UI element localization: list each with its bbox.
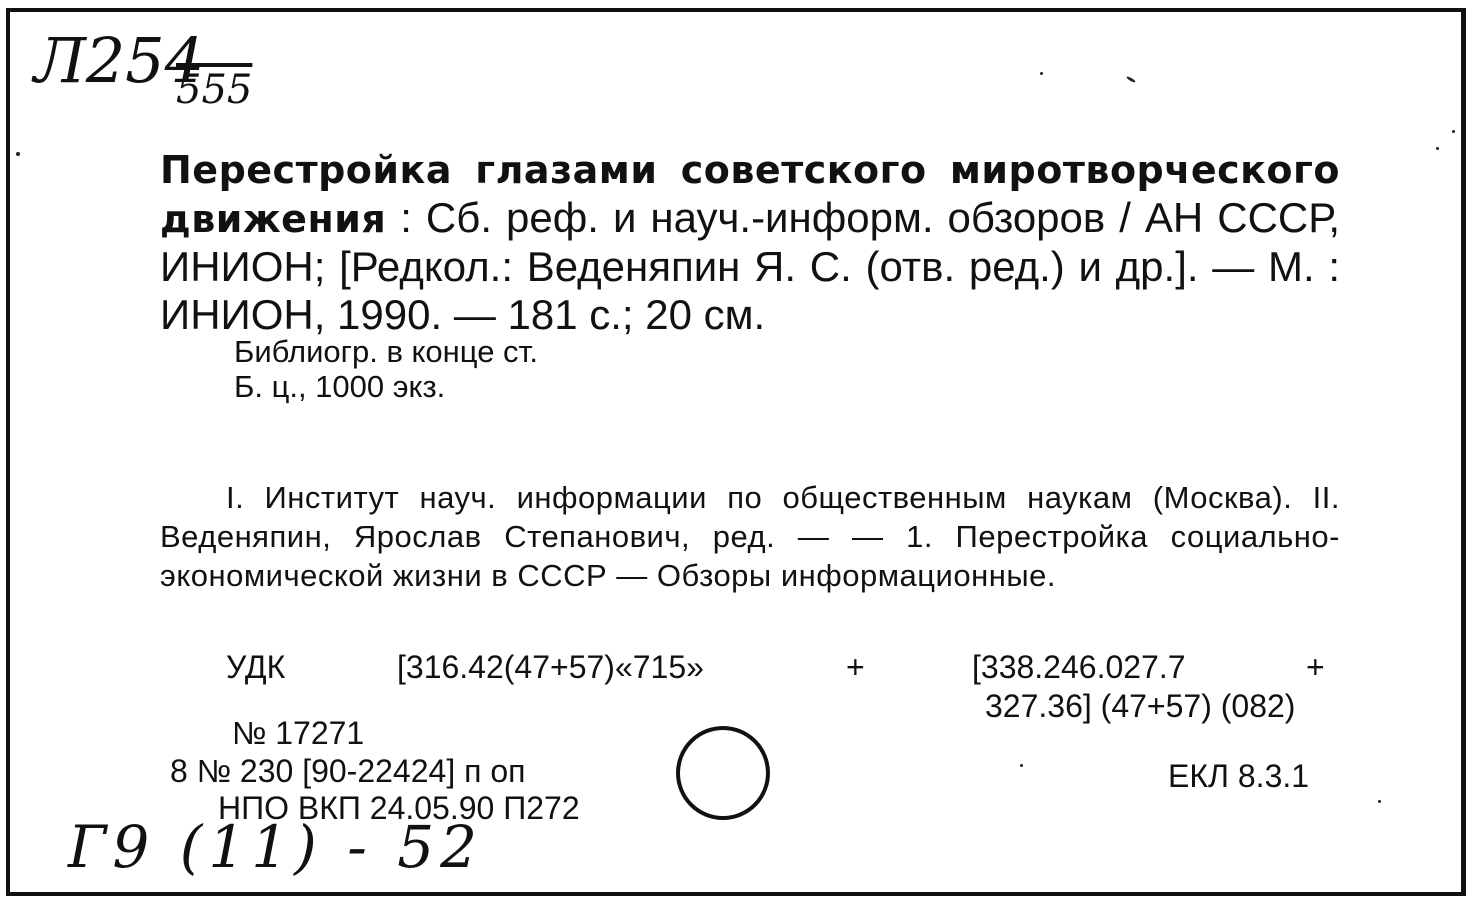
scan-speck [1040,72,1043,75]
tracings-paragraph: I. Институт науч. информации по общественным наукам (Москва). II. Веденяпин, Ярослав Степанович, ред. — — 1. Перестройка социально-экономической жизни в СССР — Обзоры информационные. [160,480,1340,593]
note-bibliography: Библиогр. в конце ст. [234,334,538,369]
ekl-code: ЕКЛ 8.3.1 [1168,758,1310,794]
scan-speck [1452,130,1455,133]
printer-line: НПО ВКП 24.05.90 П272 [218,790,580,826]
handwritten-accession-number: Л254 [34,24,205,97]
udk-part-1: [316.42(47+57)«715» [397,649,704,685]
order-line: 8 № 230 [90-22424] п оп [170,753,526,789]
note-price-print-run: Б. ц., 1000 экз. [234,369,446,404]
udk-part-2-line-2: 327.36] (47+57) (082) [985,688,1296,724]
title-details: : Сб. реф. и науч.-информ. обзоров / АН СССР, ИНИОН; [Редкол.: Веденяпин Я. С. (отв. ред.) и др.]. — М. : ИНИОН, 1990. — 181 с.; 20 см. [160,194,1340,338]
handwritten-shelf-mark: Г9 (11) - 52 [68,813,484,881]
scan-speck [16,152,20,156]
handwritten-accession-sub: 555 [176,67,253,113]
scan-speck [1020,764,1023,767]
udk-label: УДК [226,649,286,685]
bibliographic-title [160,145,1340,339]
scan-speck [1378,800,1381,803]
udk-plus-2: + [1306,649,1325,685]
udk-plus-1: + [846,649,865,685]
record-number: № 17271 [232,715,365,751]
udk-part-2-line-1: [338.246.027.7 [972,649,1186,685]
scan-speck [1436,147,1439,150]
title-main: Перестройка глазами советского миротворческого движения [160,148,1340,241]
circle-stamp [676,726,770,820]
